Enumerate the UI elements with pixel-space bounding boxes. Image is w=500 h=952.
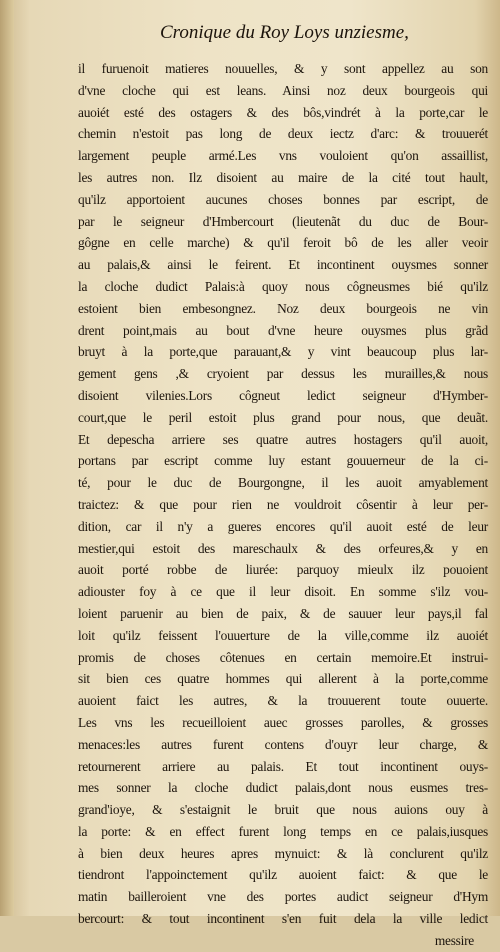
text-line: té, pour le duc de Bourgongne, il les auoit amyablement bbox=[78, 475, 488, 491]
text-line: auoit porté robbe de liurée: parquoy mieulx ilz pouoient bbox=[78, 562, 488, 578]
text-line: loient paruenir au bien de paix, & de sauuer leur pays,il fal bbox=[78, 605, 488, 621]
text-line: loit qu'ilz feissent l'ouuerture de la ville,comme ilz auoiét bbox=[78, 627, 488, 643]
text-line: les autres non. Ilz disoient au maire de la cité tout hault, bbox=[78, 169, 488, 185]
catchword: messire bbox=[434, 932, 474, 948]
text-line: d'vne cloche qui est leans. Ainsi noz deux bourgeois qui bbox=[78, 82, 488, 98]
text-line: promis de choses côtenues en certain memoire.Et instrui- bbox=[78, 649, 488, 665]
text-line: gement gens ,& cryoient par dessus les murailles,& nous bbox=[78, 366, 488, 382]
body-text bbox=[78, 58, 488, 952]
text-line: au palais,& ainsi le feirent. Et incontinent ouysmes sonner bbox=[78, 257, 488, 273]
text-line: estoient bien embesongnez. Noz deux bourgeois ne vin bbox=[78, 300, 488, 316]
text-line: largement peuple armé.Les vns vouloient qu'on assaillist, bbox=[78, 148, 488, 164]
text-line: mes sonner la cloche dudict palais,dont nous eusmes tres- bbox=[78, 780, 488, 796]
text-line: par le seigneur d'Hmbercourt (lieutenãt du duc de Bour- bbox=[78, 213, 488, 229]
text-line: Les vns les recueilloient auec grosses parolles, & grosses bbox=[78, 714, 488, 730]
text-line: disoient vilenies.Lors côgneut ledict seigneur d'Hymber- bbox=[78, 387, 488, 403]
text-line: chemin n'estoit pas long de deux iectz d'arc: & trouuerét bbox=[78, 126, 488, 142]
text-line: dition, car il n'y a gueres encores qu'il auoit esté de leur bbox=[78, 518, 488, 534]
text-line: bruyt à la porte,que parauant,& y vint beaucoup plus lar- bbox=[78, 344, 488, 360]
text-line: traictez: & que pour rien ne vouldroit côsentir à leur per- bbox=[78, 496, 488, 512]
text-line: drent point,mais au bout d'vne heure ouysmes plus grãd bbox=[78, 322, 488, 338]
binding-gutter bbox=[0, 0, 14, 916]
text-line: auoiét esté des ostagers & des bôs,vindrét à la porte,car le bbox=[78, 104, 488, 120]
text-line: menaces:les autres furent contens d'ouyr leur charge, & bbox=[78, 736, 488, 752]
text-line: sit bien ces quatre hommes qui allerent à la porte,comme bbox=[78, 671, 488, 687]
text-line: mestier,qui estoit des mareschaulx & des orfeures,& y en bbox=[78, 540, 488, 556]
text-line: gôgne en celle marche) & qu'il feroit bô de les aller veoir bbox=[78, 235, 488, 251]
text-line: matin bailleroient vne des portes audict seigneur d'Hym bbox=[78, 889, 488, 905]
text-line: Et depescha arriere ses quatre autres hostagers qu'il auoit, bbox=[78, 431, 488, 447]
text-line: auoient faict les autres, & la trouuerent toute ouuerte. bbox=[78, 693, 488, 709]
text-line: la porte: & en effect furent long temps en ce palais,iusques bbox=[78, 823, 488, 839]
text-line: tiendront l'appoinctement qu'ilz auoient faict: & que le bbox=[78, 867, 488, 883]
running-header: Cronique du Roy Loys unziesme, bbox=[160, 22, 409, 43]
text-line: portans par escript comme luy estant gouuerneur de la ci- bbox=[78, 453, 488, 469]
text-line: il furuenoit matieres nouuelles, & y sont appellez au son bbox=[78, 61, 488, 76]
text-line: bercourt: & tout incontinent s'en fuit dela la ville ledict bbox=[78, 911, 488, 927]
text-line: retournerent arriere au palais. Et tout incontinent ouys- bbox=[78, 758, 488, 774]
text-line: à bien deux heures apres mynuict: & là conclurent qu'ilz bbox=[78, 845, 488, 861]
text-line: la cloche dudict Palais:à quoy nous côgneusmes bié qu'ilz bbox=[78, 278, 488, 294]
text-line: qu'ilz apportoient aucunes choses bonnes par escript, de bbox=[78, 191, 488, 207]
text-line: adiouster foy à ce que il leur disoit. En somme s'ilz vou- bbox=[78, 584, 488, 600]
text-line: court,que le peril estoit plus grand pour nous, que deuãt. bbox=[78, 409, 488, 425]
text-line: grand'ioye, & s'estaignit le bruit que nous auions ouy à bbox=[78, 802, 488, 818]
